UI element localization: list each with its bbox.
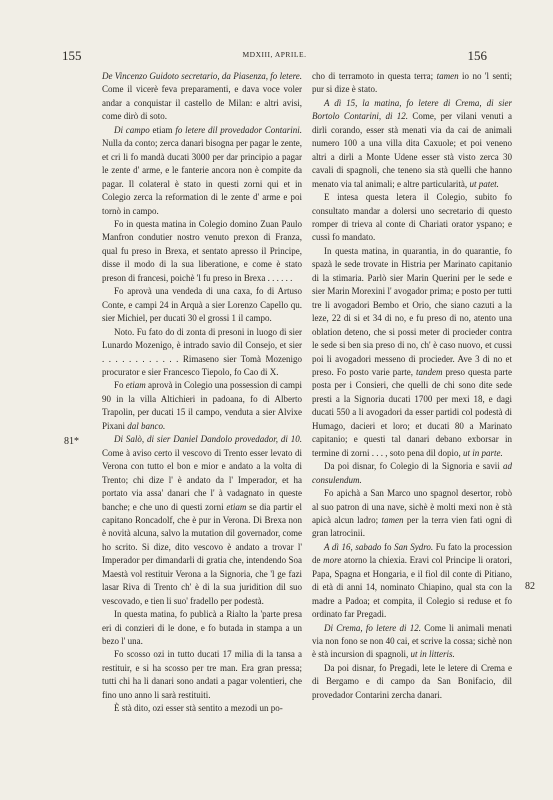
page-header	[62, 48, 487, 66]
text-run: cho di terramoto in questa terra;	[312, 71, 437, 81]
text-run: Come il vicerè feva preparamenti, e dava voce voler andar a conquistar il castello de Milan: e altri avisi, come dirò di soto.	[102, 84, 302, 122]
text-run: Noto. Fu fato do di zonta di presoni in luogo di sier Lunardo Mozenigo, è intrado savio dil Consejo, et sier . . . . . . . . . . . . Rimaseno sier Tomà Mozenigo procurator e sier Francesco Tiepolo, fo Cao di X.	[102, 326, 302, 377]
italic-run: A dì 15, la matina, fo letere di Crema, di sier Bortolo Contarini, di 12.	[312, 97, 512, 122]
text-run: etiam	[149, 124, 176, 135]
italic-run: ut patet.	[469, 178, 499, 189]
italic-run: tandem	[416, 366, 443, 377]
italic-run: etiam	[226, 501, 247, 512]
paragraph	[312, 487, 512, 541]
text-run: Fu fato la procession de	[312, 541, 512, 566]
text-run: Fo aprovà una vendeda di una caxa, fo di Artuso Conte, e campi 24 in Arquà a sier Lorenzo Capello qu. sier Michiel, per ducati 30 el grossi 1 il campo.	[102, 286, 302, 324]
italic-run: fo letere dil provedador Contarini.	[175, 124, 302, 135]
italic-run: Di campo	[114, 124, 150, 135]
italic-run: San Sydro.	[394, 541, 434, 552]
italic-run: etiam	[125, 380, 146, 391]
paragraph	[102, 218, 302, 285]
text-run: aprovà in Colegio una possession di campi 90 in la villa Altichieri in padoana, fo di Alberto Trapolin, per ducati 15 il campo, venduta a sier Alvixe Pixani	[102, 380, 302, 431]
paragraph	[312, 622, 512, 662]
paragraph	[312, 541, 512, 622]
italic-run: ad consulendum.	[312, 461, 512, 485]
italic-run: A dì 16, sabado	[324, 541, 382, 552]
right-text-column	[312, 70, 512, 702]
text-run: Come li animali menati via non fono se non 40 cai, et scrive la cossa; sichè non è stà incursion di spagnoli,	[312, 622, 513, 660]
paragraph	[102, 124, 302, 218]
running-title: MDXIII, APRILE.	[242, 50, 307, 59]
paragraph	[102, 608, 302, 648]
text-run: Fo apichà a San Marco uno spagnol desertor, robò al suo patron di una nave, sichè è molti mexi non è stà apicà alcun ladro;	[312, 488, 512, 525]
paragraph	[102, 433, 302, 608]
italic-run: De Vincenzo Guidoto secretario, da Piasenza, fo letere.	[102, 71, 302, 81]
text-run: Da poi disnar, fo Pregadi, lete le letere di Crema e di Bergamo e di campo da San Bonifacio, dil provedador Contarini zercha danari.	[312, 662, 512, 700]
text-run: In questa matina, in quarantia, in do quarantie, fo spazà le sede trovate in Histria per Marinato capitanio di la stimaria. Parlò sier Marin Querini per le sede e sier Marin Morexini l' avogador prima; e posto per tutti tre li avogadori Bembo et Orio, che siano cazuti a la leze, 22 di si et 34 di no, e fu preso di no, atento una oblation deteno, che si possi meter di procieder contra le sede si ben sia preso di no, ch' è caso nuovo, et cussi poi li avogadori messeno di procieder. Ave 3 di no et preso. Fo posto varie parte,	[312, 245, 512, 377]
paragraph	[102, 648, 302, 702]
text-run: È stà dito, ozi esser stà sentito a mezodi un po-	[114, 703, 283, 714]
text-run: Fo in questa matina in Colegio domino Zuan Paulo Manfron condutier nostro venuto prexon di Franza, qual fu preso in Brexa, et sentato apresso il Principe, disse il modo di la sua liberatione, e come è stato preson di francesi, poichè 'l fu preso in Brexa . . . . . .	[102, 218, 302, 283]
paragraph	[312, 191, 512, 245]
text-run: io no 'l senti; pur si dize è stato.	[312, 71, 512, 95]
italic-run: more	[323, 555, 342, 566]
italic-run: Di Salò, di sier Daniel Dandolo provedador, di 10.	[114, 434, 302, 445]
text-run: Fo scosso ozi in tutto ducati 17 milia di la tansa a restituir, e si ha scosso per tre man. Era gran pressa; tutti chi ha li danari sono andati a pagar volentieri, che fino uno anno li sarà restituiti.	[102, 649, 302, 700]
text-run: atorno la chiexia. Eravi col Principe li oratori, Papa, Spagna et Hongaria, e il fiol dil conte di Pitiano, di età di anni 14, nominato Chiapino, qual sta con la madre a Padoa; et compita, il Colegio si reduse et fo ordinato far Pregadi.	[312, 555, 512, 620]
text-run: Nulla da conto; zerca danari bisogna per pagar le zente, et cri li fo mandà ducati 3000 per dar principio a pagar le zente d' arme, e le fanterie ancora non è compite da pagar. Il colateral è stato in questi zorni qui et in Colegio zerca la reformation di le zente d' arme e poi tornò in campo.	[102, 138, 302, 216]
text-run: preso questa parte posta per i Consieri, che quelli de chi sono dite sede presti a la Signoria ducati 1700 per mexi 18, e dagi ducati 550 a li avogadori da esser partidi col podestà di Humago, dacieri et loro; et ducati 80 a Marinato capitanio; e questi tal danari debano exborsar in termine di zorni . . . , soto pena dil dopio,	[312, 366, 512, 458]
text-run: Come à aviso certo il vescovo di Trento esser levato di Verona con tutto el bon e mior e andato a la volta di Trento; chi dize l' è andato da l' Imperador, et ha portato via assa' danari che l' à vadagnato in queste banche; e che uno di questi zorni	[102, 447, 302, 512]
left-text-column	[102, 70, 302, 716]
paragraph	[312, 460, 512, 487]
text-run: Fo	[114, 380, 126, 391]
paragraph	[102, 702, 302, 715]
paragraph	[102, 285, 302, 325]
text-run: per la terra vien fati ogni dì gran latrocinii.	[312, 514, 513, 539]
margin-number-left: 81*	[64, 436, 79, 447]
left-page-number: 155	[62, 48, 82, 63]
text-run: Come, per vilani venuti a dirli corando, esser stà menati via da cai de animali numero 100 a una villa dita Caxuole; et poi veneno altri a dirli a Monte Udene esser stà visto zerca 30 cavali di spagnoli, che teneno sia stà quelli che hanno menato via tal animali; e altre particularità,	[312, 111, 512, 189]
paragraph	[312, 97, 512, 191]
italic-run: ut in litteris.	[410, 649, 455, 660]
text-run: Da poi disnar, fo Colegio di la Signoria e savii	[324, 461, 503, 472]
text-run: se dia partir el capitano Roncadolf, che è pur in Verona. Di Brexa non è novità alcuna, salvo la mutation dil governador, come ho scrito. Si dize, dito vescovo è andato a trovar l' Imperador per dimandarli di gratia che, intendendo Soa Maestà vol restituir Verona a la Signoria, che 'l ge fazi lasar Riva di Trento ch' è di la sua juridition dil suo vescovado, e tien li suo' fradello per podestà.	[102, 501, 302, 606]
italic-run: Di Crema, fo letere di 12.	[324, 622, 422, 633]
italic-run: ut in parte.	[462, 447, 503, 458]
text-run: fo	[381, 541, 395, 552]
paragraph	[312, 662, 512, 702]
italic-run: tamen	[436, 71, 459, 81]
italic-run: dal banco.	[127, 420, 166, 431]
paragraph	[102, 70, 302, 124]
italic-run: tamen	[381, 514, 404, 525]
paragraph	[102, 379, 302, 433]
paragraph	[102, 326, 302, 380]
margin-number-right: 82	[525, 581, 535, 592]
text-run: E intesa questa letera il Colegio, subito fo consultato mandar a dolersi uno secretario di questo romper di trieva al conte di Chariati orator yspano; e cussì fo mandato.	[312, 192, 512, 243]
text-run: In questa matina, fo publicà a Rialto la 'parte presa eri di conzieri di le done, e fo butada in stampa a un bezo l' una.	[102, 609, 302, 647]
paragraph	[312, 245, 512, 460]
right-page-number: 156	[467, 48, 487, 63]
paragraph	[312, 70, 512, 97]
